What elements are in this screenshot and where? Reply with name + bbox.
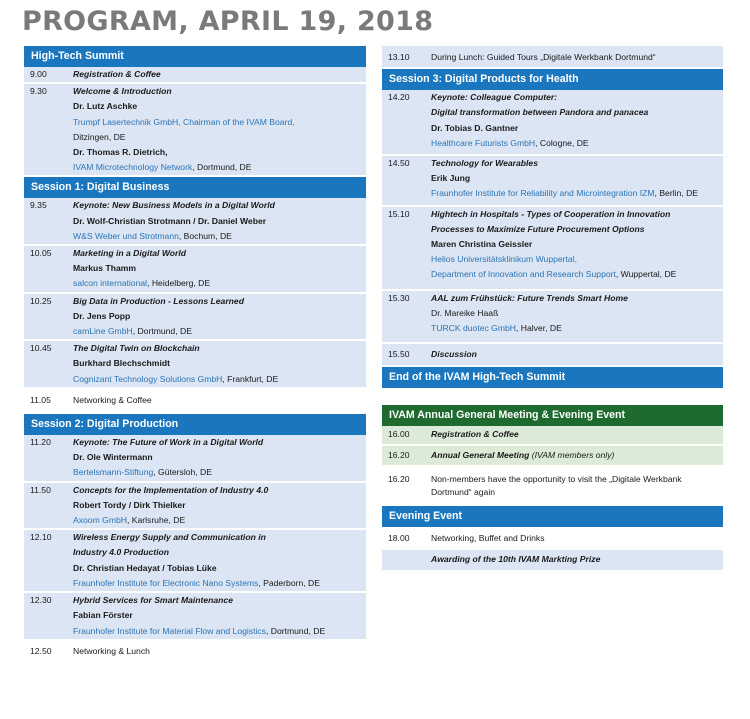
time: 9.35 — [30, 200, 47, 211]
program-row — [24, 198, 366, 246]
program-row — [24, 530, 366, 593]
speaker: Robert Tordy / Dirk Thielker — [73, 499, 186, 510]
talk-title: Keynote: Colleague Computer: — [431, 92, 558, 103]
location: , Berlin, DE — [654, 188, 699, 199]
time: 13.10 — [388, 52, 410, 62]
speaker: Dr. Wolf-Christian Strotmann / Dr. Daniel Weber — [73, 215, 267, 226]
location: , Bochum, DE — [178, 230, 232, 241]
time: 9.00 — [30, 69, 47, 79]
time: 14.50 — [388, 158, 410, 169]
speaker: Dr. Tobias D. Gantner — [431, 122, 519, 133]
program-row — [24, 341, 366, 389]
time: 9.30 — [30, 86, 47, 97]
info-line: Non-members have the opportunity to visit the „Digitale Werkbank — [431, 473, 682, 484]
talk-title: Big Data in Production - Lessons Learned — [73, 295, 244, 306]
talk-title: Marketing in a Digital World — [73, 248, 187, 259]
program-row — [24, 67, 366, 84]
program-row — [382, 426, 723, 445]
organization-link[interactable]: TURCK duotec GmbH — [431, 323, 517, 334]
speaker: Markus Thamm — [73, 263, 137, 274]
speaker: Dr. Thomas R. Dietrich, — [73, 147, 168, 158]
organization-link[interactable]: W&S Weber und Strotmann — [73, 230, 179, 241]
talk-title: Concepts for the Implementation of Industry 4.0 — [73, 484, 269, 495]
talk-title: Keynote: New Business Models in a Digital World — [73, 200, 275, 211]
program-row — [382, 446, 723, 467]
program-row — [24, 641, 366, 664]
program-row — [382, 344, 723, 367]
time: 16.00 — [388, 429, 410, 440]
organization-link[interactable]: Fraunhofer Institute for Material Flow and Logistics — [73, 625, 266, 636]
break-label: Networking & Lunch — [73, 645, 150, 656]
location: , Halver, DE — [516, 323, 562, 334]
location: , Heidelberg, DE — [147, 278, 211, 289]
info-line: Dortmund“ again — [431, 487, 496, 498]
talk-title: Registration & Coffee — [431, 429, 519, 440]
organization-link[interactable]: Fraunhofer Institute for Electronic Nano Systems — [73, 577, 259, 588]
time: 11.20 — [30, 437, 51, 448]
location: , Paderborn, DE — [258, 577, 320, 588]
program-row — [24, 483, 366, 531]
location: , Gütersloh, DE — [153, 467, 212, 478]
location: , Cologne, DE — [535, 137, 589, 148]
location: , Dortmund, DE — [192, 162, 252, 173]
talk-title: The Digital Twin on Blockchain — [73, 343, 200, 354]
time: 12.30 — [30, 595, 52, 606]
program-row — [382, 90, 723, 156]
time: 11.50 — [30, 484, 51, 495]
section-header-agm: IVAM Annual General Meeting & Evening Event — [382, 405, 723, 426]
speaker: Dr. Jens Popp — [73, 310, 131, 321]
program-row — [24, 84, 366, 177]
talk-title: Keynote: The Future of Work in a Digital World — [73, 437, 264, 448]
time: 16.20 — [388, 473, 410, 484]
organization-link[interactable]: Axoom GmbH — [73, 515, 127, 526]
program-row — [24, 435, 366, 483]
time: 18.00 — [388, 532, 410, 543]
talk-title: Hybrid Services for Smart Maintenance — [73, 595, 233, 606]
location: , Dortmund, DE — [265, 625, 326, 636]
talk-title-line-2: Industry 4.0 Production — [73, 547, 169, 558]
location: , Wuppertal, DE — [615, 269, 677, 280]
speaker: Dr. Christian Hedayat / Tobias Lüke — [73, 562, 217, 573]
break-label: Networking & Coffee — [73, 394, 152, 405]
time: 12.50 — [30, 645, 52, 656]
program-row — [24, 294, 366, 342]
organization-link[interactable]: Healthcare Futurists GmbH — [431, 137, 536, 148]
talk-title: Wireless Energy Supply and Communication in — [73, 532, 266, 543]
program-row — [382, 46, 723, 69]
speaker: Maren Christina Geissler — [431, 239, 533, 250]
program-row — [382, 467, 723, 506]
program-row — [382, 291, 723, 345]
talk-title-line-2: Processes to Maximize Future Procurement Options — [431, 223, 645, 234]
section-footer-end-of-summit: End of the IVAM High-Tech Summit — [382, 367, 723, 388]
talk-title: Welcome & Introduction — [73, 86, 172, 97]
organization-link[interactable]: camLine GmbH — [73, 326, 133, 337]
talk-title: Technology for Wearables — [431, 158, 538, 169]
location: , Frankfurt, DE — [222, 373, 279, 384]
section-header-session-1: Session 1: Digital Business — [24, 177, 366, 198]
speaker: Dr. Ole Wintermann — [73, 452, 153, 463]
left-column — [24, 46, 366, 664]
talk-title: Annual General Meeting — [431, 449, 530, 460]
program-row — [382, 207, 723, 291]
program-row — [24, 389, 366, 414]
speaker: Burkhard Blechschmidt — [73, 358, 170, 369]
talk-title: AAL zum Frühstück: Future Trends Smart Home — [431, 292, 628, 303]
program-row — [382, 550, 723, 572]
program-row — [382, 156, 723, 207]
lunch-label: During Lunch: Guided Tours „Digitale Werkbank Dortmund“ — [431, 52, 656, 62]
section-header-evening-event: Evening Event — [382, 506, 723, 527]
speaker: Dr. Mareike Haaß — [431, 307, 499, 318]
time: 15.30 — [388, 292, 410, 303]
organization-link[interactable]: Department of Innovation and Research Support — [431, 269, 616, 280]
section-header-session-3: Session 3: Digital Products for Health — [382, 69, 723, 90]
talk-title: Registration & Coffee — [73, 69, 161, 79]
speaker: Fabian Förster — [73, 610, 133, 621]
location: , Karlsruhe, DE — [126, 515, 186, 526]
organization-link[interactable]: Helios Universitätsklinikum Wuppertal, — [431, 254, 577, 265]
speaker: Dr. Lutz Aschke — [73, 101, 138, 112]
time: 11.05 — [30, 394, 51, 405]
time: 15.10 — [388, 208, 410, 219]
location: , Dortmund, DE — [132, 326, 192, 337]
page-title: PROGRAM, APRIL 19, 2018 — [22, 6, 434, 37]
program-row — [382, 527, 723, 550]
section-header-session-2: Session 2: Digital Production — [24, 414, 366, 435]
time: 14.20 — [388, 92, 410, 103]
right-column — [382, 46, 723, 572]
talk-title: Awarding of the 10th IVAM Markting Prize — [431, 553, 601, 564]
section-header-hightech-summit: High-Tech Summit — [24, 46, 366, 67]
organization-link[interactable]: IVAM Microtechnology Network — [73, 162, 193, 173]
talk-title: Hightech in Hospitals - Types of Cooperation in Innovation — [431, 208, 671, 219]
location: Ditzingen, DE — [73, 131, 126, 142]
organization-link[interactable]: salcon international — [73, 278, 148, 289]
organization-link[interactable]: Bertelsmann-Stiftung — [73, 467, 154, 478]
time: 12.10 — [30, 532, 52, 543]
time: 10.25 — [30, 295, 52, 306]
talk-title: Discussion — [431, 349, 477, 360]
program-row — [24, 593, 366, 641]
program-row — [24, 246, 366, 294]
time — [382, 552, 431, 567]
talk-title-line-2: Digital transformation between Pandora and panacea — [431, 107, 649, 118]
organization-link[interactable]: Fraunhofer Institute for Reliability and Microintegration IZM — [431, 188, 655, 199]
time: 10.45 — [30, 343, 52, 354]
speaker: Erik Jung — [431, 173, 471, 184]
organization-link[interactable]: Cognizant Technology Solutions GmbH — [73, 373, 223, 384]
time: 10.05 — [30, 248, 52, 259]
time: 15.50 — [388, 349, 410, 360]
organization-link[interactable]: Trumpf Lasertechnik GmbH, Chairman of the IVAM Board, — [73, 116, 295, 127]
event-label: Networking, Buffet and Drinks — [431, 532, 545, 543]
time: 16.20 — [388, 449, 410, 460]
note: (IVAM members only) — [529, 449, 615, 460]
